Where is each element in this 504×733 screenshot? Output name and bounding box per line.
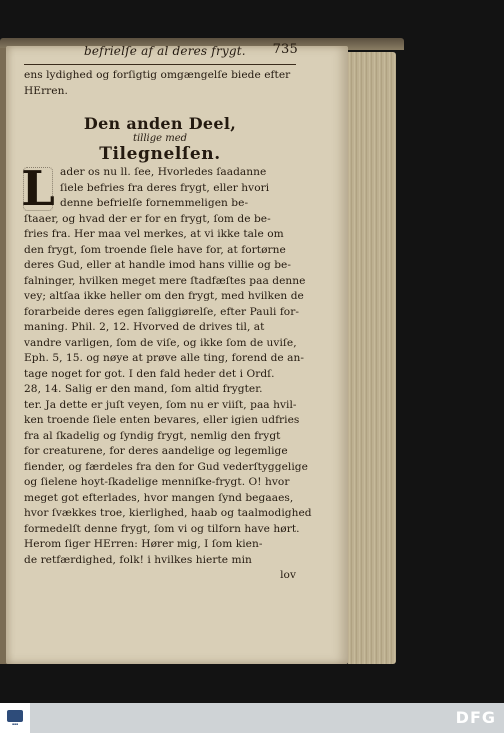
text-line: ader os nu ll. ſee, Hvorledes ſaadanne [60, 166, 267, 178]
text-line: denne befrielſe fornemmeligen be- [60, 197, 249, 209]
text-line: 28, 14. Salig er den mand, ſom altid frygter. [24, 383, 263, 395]
text-line: formedelſt denne frygt, ſom vi og tilforn have hørt. [24, 522, 300, 535]
library-logo-icon[interactable] [0, 703, 30, 733]
page-content [21, 42, 312, 584]
section-title: Den anden Deel, [83, 114, 237, 133]
text-line: Eph. 5, 15. og nøye at prøve alle ting, forend de an- [24, 352, 305, 364]
text-line: HErren. [24, 84, 68, 97]
library-logo-mark [7, 710, 23, 722]
text-line: vey; altſaa ikke heller om den frygt, med hvilken de [24, 290, 304, 302]
text-line: for creaturene, for deres aandelige og legemlige [24, 445, 288, 457]
text-line: og ſielene hoyt-ſkadelige menniſke-frygt. O! hvor [24, 476, 290, 488]
dfg-logo[interactable]: DFG [455, 708, 496, 727]
section-subtitle: tillige med [132, 133, 188, 144]
text-line: maning. Phil. 2, 12. Hvorved de drives til, at [24, 321, 265, 333]
catchword: lov [280, 569, 296, 581]
text-line: ſtaaer, og hvad der er for en frygt, ſom de be- [24, 212, 271, 225]
text-line: forarbeide deres egen ſaliggiørelſe, efter Pauli for- [24, 305, 299, 318]
text-line: deres Gud, eller at handle imod hans villie og be- [24, 259, 292, 271]
text-line: ter. Ja dette er juſt veyen, ſom nu er viiſt, paa hvil- [24, 398, 297, 411]
text-line: fries fra. Her maa vel merkes, at vi ikke tale om [24, 228, 284, 240]
text-line: tage noget for got. I den fald heder det i Ordſ. [24, 367, 275, 380]
text-line: ſiele befries fra deres frygt, eller hvori [60, 181, 270, 194]
text-line: fiender, og færdeles fra den for Gud vederſtyggelige [24, 460, 308, 473]
text-line: fra al ſkadelig og ſyndig frygt, nemlig den frygt [24, 429, 281, 442]
page-number: 735 [272, 42, 298, 57]
body-text [21, 161, 312, 584]
page-header [24, 44, 296, 62]
text-line: de retfærdighed, folk! i hvilkes hierte min [24, 553, 252, 566]
text-line: hvor ſvækkes troe, kierlighed, haab og taalmodighed [24, 507, 312, 519]
library-logo-text: ▪▪▪ [11, 722, 19, 726]
text-line: meget got efterlades, hvor mangen ſynd begaaes, [24, 491, 294, 504]
text-line: vandre varligen, ſom de viſe, og ikke ſom de uviſe, [24, 336, 297, 349]
text-line: ens lydighed og forſigtig omgængelſe biede efter [24, 69, 291, 81]
text-line: falninger, hvilken meget mere ſtadfæſtes paa denne [24, 274, 306, 287]
text-line: den frygt, ſom troende ſiele have for, at fortørne [24, 243, 286, 256]
text-line: Herom ſiger HErren: Hører mig, I ſom kien- [24, 538, 263, 550]
header-rule [24, 64, 296, 65]
running-head: befrielſe af al deres frygt. [84, 44, 246, 58]
viewer-footer [0, 703, 504, 733]
drop-cap: L [21, 161, 55, 217]
text-line: ken troende ſiele enten bevares, eller igien udfries [24, 414, 300, 426]
page-edges [348, 52, 396, 664]
section-heading: Tilegnelſen. [99, 144, 221, 164]
